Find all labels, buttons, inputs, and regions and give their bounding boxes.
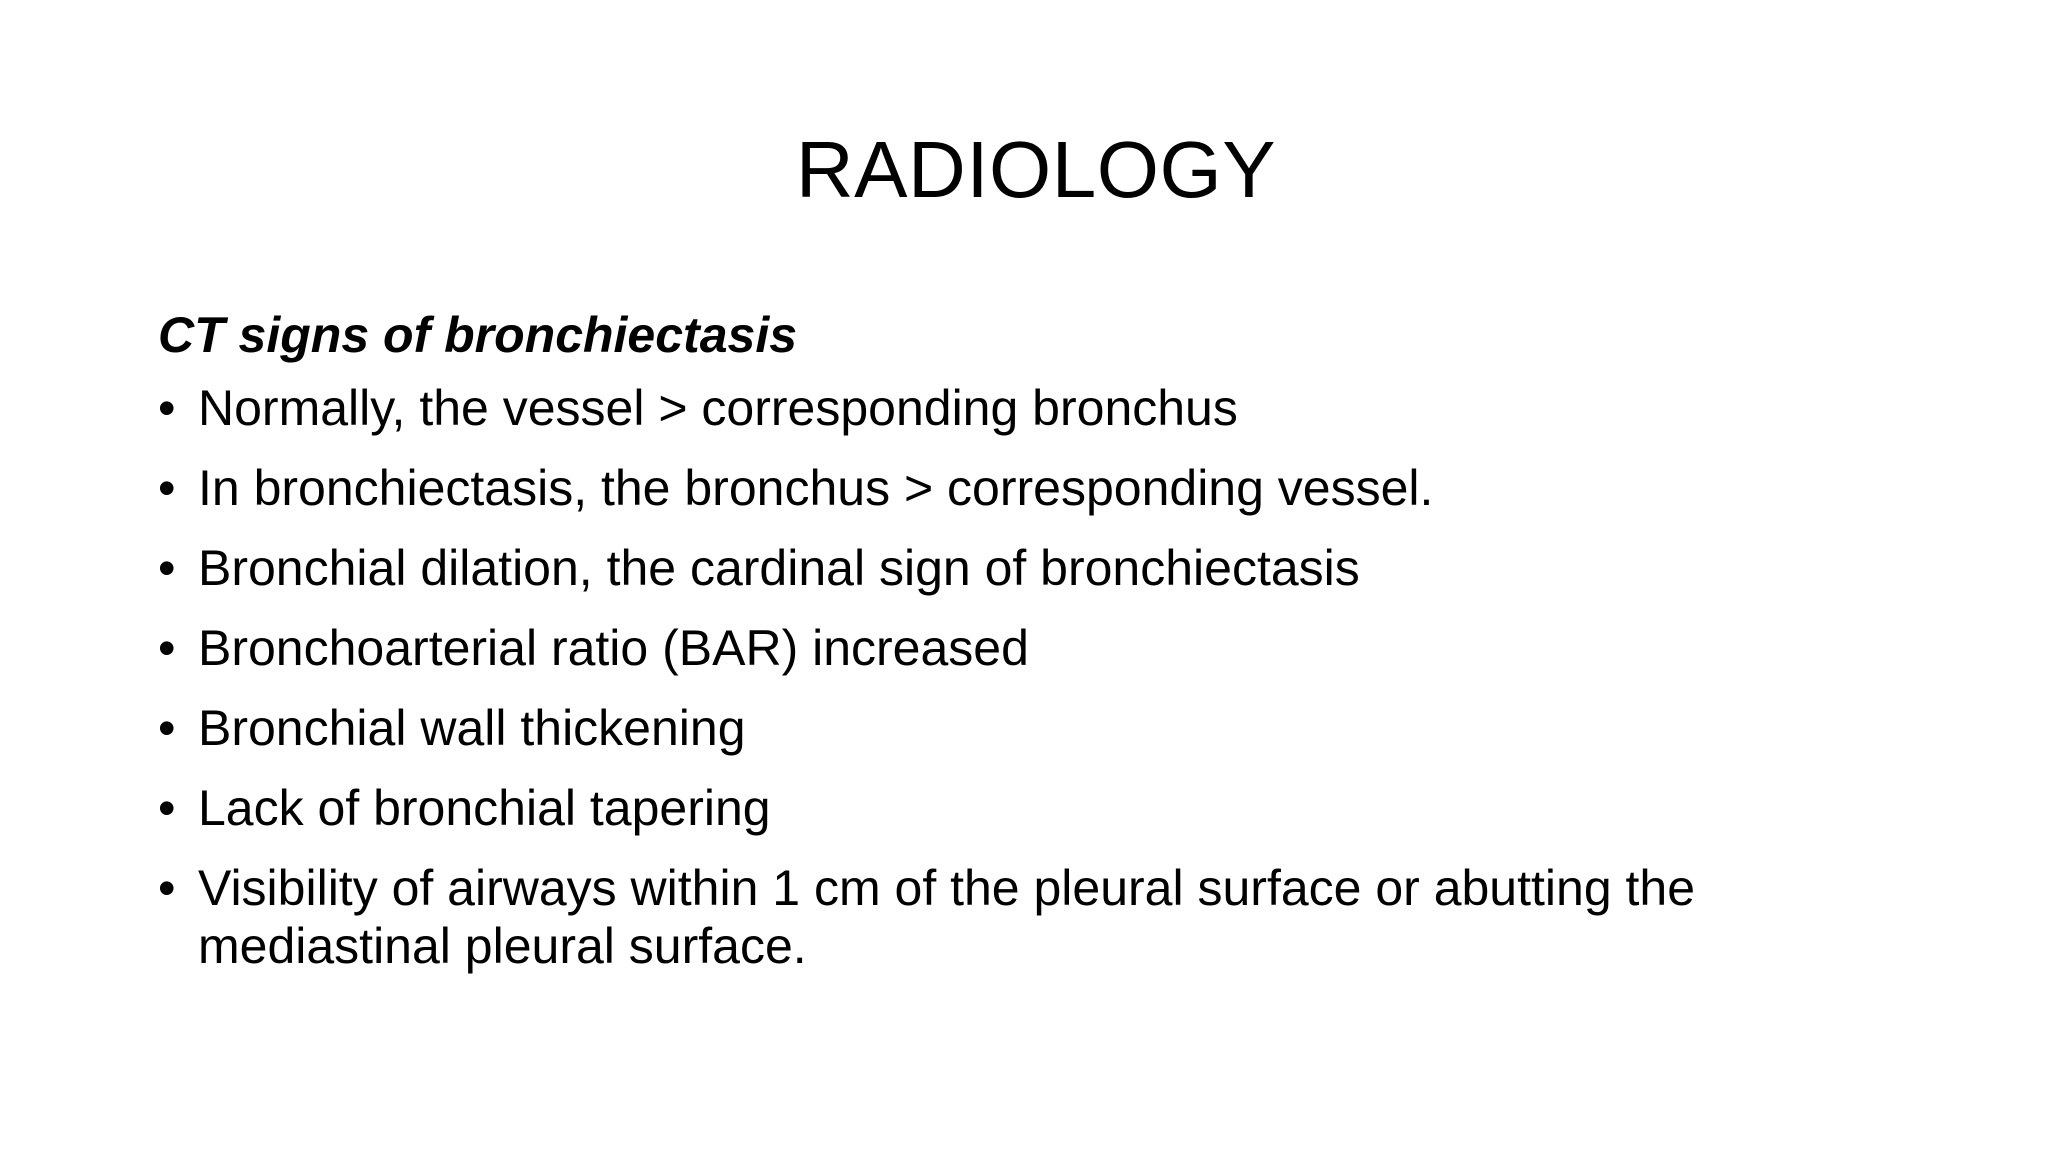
bullet-text: Bronchial dilation, the cardinal sign of bronchiectasis xyxy=(198,540,1360,596)
slide-title: RADIOLOGY xyxy=(795,125,1277,214)
bullet-item xyxy=(158,699,1918,757)
bullet-marker: • xyxy=(158,380,176,436)
bullet-marker: • xyxy=(158,620,176,676)
slide-content xyxy=(158,305,1918,997)
bullet-text: Bronchoarterial ratio (BAR) increased xyxy=(198,620,1029,676)
bullet-text: Bronchial wall thickening xyxy=(198,700,746,756)
bullet-text: In bronchiectasis, the bronchus > corresponding vessel. xyxy=(198,460,1434,516)
bullet-item xyxy=(158,539,1918,597)
bullet-text: Visibility of airways within 1 cm of the pleural surface or abutting the mediastinal pleural surface. xyxy=(198,860,1696,974)
bullet-marker: • xyxy=(158,460,176,516)
bullet-item xyxy=(158,859,1918,975)
bullet-marker: • xyxy=(158,540,176,596)
bullet-marker: • xyxy=(158,780,176,836)
bullet-item xyxy=(158,459,1918,517)
subheading: CT signs of bronchiectasis xyxy=(158,307,798,363)
bullet-item xyxy=(158,379,1918,437)
bullet-item xyxy=(158,779,1918,837)
bullet-marker: • xyxy=(158,700,176,756)
bullet-list xyxy=(158,379,1918,975)
bullet-marker: • xyxy=(158,860,176,916)
bullet-text: Normally, the vessel > corresponding bronchus xyxy=(198,380,1238,436)
bullet-item xyxy=(158,619,1918,677)
bullet-text: Lack of bronchial tapering xyxy=(198,780,771,836)
